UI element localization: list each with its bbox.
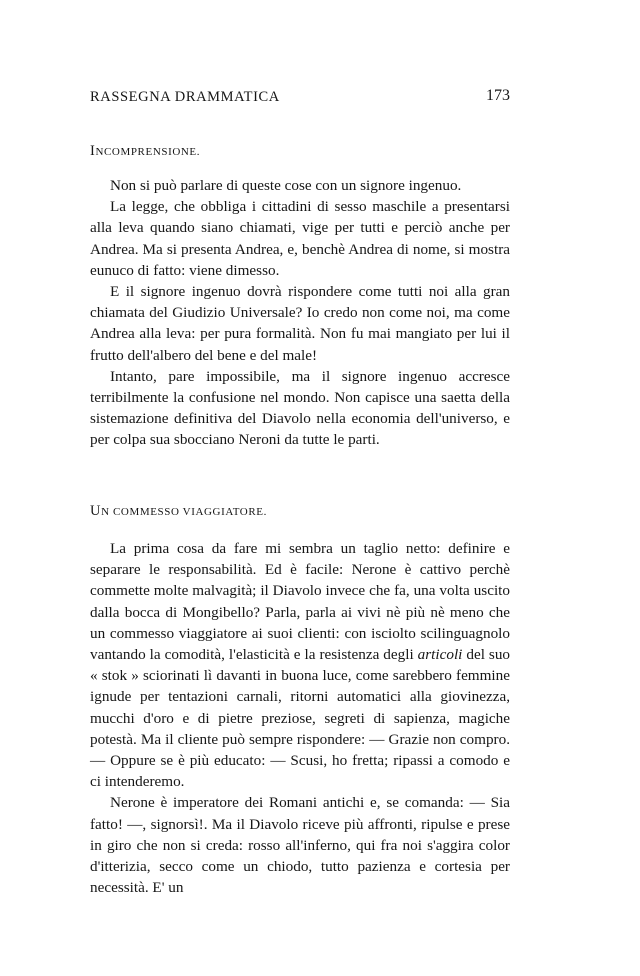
section-title-initial: U — [90, 503, 102, 519]
section-title-commesso-viaggiatore — [90, 503, 267, 520]
paragraph: Intanto, pare impossibile, ma il signore ingenuo accresce terribilmente la confusione nel mondo. Non capisce una saetta della sistemazione definitiva del Diavolo nella economia dell'universo, e per colpa sua sbocciano Neroni da tutte le parti. — [90, 367, 510, 449]
page-number: 173 — [486, 87, 510, 104]
section-body-commesso-viaggiatore — [90, 538, 510, 898]
paragraph: E il signore ingenuo dovrà rispondere come tutti noi alla gran chiamata del Giudizio Universale? Io credo non come noi, ma come Andrea alla leva: per pura formalità. Non fu mai mangiato per lui il frutto dell'albero del bene e del male! — [90, 283, 510, 364]
paragraph: Nerone è imperatore dei Romani antichi e, se comanda: — Sia fatto! —, signorsì!. Ma il Diavolo riceve più affronti, ripulse e prese in giro che non si creda: rosso all'inferno, qui fra noi s'aggira color d'itterizia, secco come un chiodo, tutto pazienza e cortesia per necessità. E' un — [90, 794, 510, 897]
section-body-incomprensione — [90, 175, 510, 451]
section-title-incomprensione — [90, 143, 200, 160]
paragraph: La legge, che obbliga i cittadini di sesso maschile a presentarsi alla leva quando siano chiamati, vige per tutti e perciò anche per Andrea. Ma si presenta Andrea, e, benchè Andrea di nome, si mostra eunuco di fatto: viene dimesso. — [90, 198, 510, 279]
paragraph-text: del suo « stok » sciorinati lì davanti in buona luce, come sarebbero femmine ignude per tentazioni carnali, ritorni automatici alla giovinezza, mucchi d'oro e di pietre preziose, segreti di sapienza, magiche potestà. Ma il cliente può sempre rispondere: — Grazie non compro. — Oppure se è più educato: — Scusi, ho fretta; ripassi a comodo e ci intenderemo. — [90, 646, 511, 791]
section-title-rest: NCOMPRENSIONE. — [95, 146, 201, 158]
section-title-rest: N COMMESSO VIAGGIATORE. — [101, 506, 267, 518]
running-title: RASSEGNA DRAMMATICA — [90, 89, 280, 105]
paragraph: Non si può parlare di queste cose con un signore ingenuo. — [110, 177, 462, 194]
paragraph-text: La prima cosa da fare mi sembra un taglio netto: definire e separare le responsabilità. Ed è facile: Nerone è cattivo perchè commette molte malvagità; il Diavolo invece che fa, una volta uscito dalla bocca di Mongibello? Parla, parla ai vivi nè più nè meno che un commesso viaggiatore ai suoi clienti: con isciolto scilinguagnolo vantando la comodità, l'elasticità e la resistenza degli — [90, 540, 510, 664]
italic-word: articoli — [417, 646, 463, 664]
paragraph — [90, 538, 510, 792]
section-title-initial: I — [90, 143, 96, 159]
